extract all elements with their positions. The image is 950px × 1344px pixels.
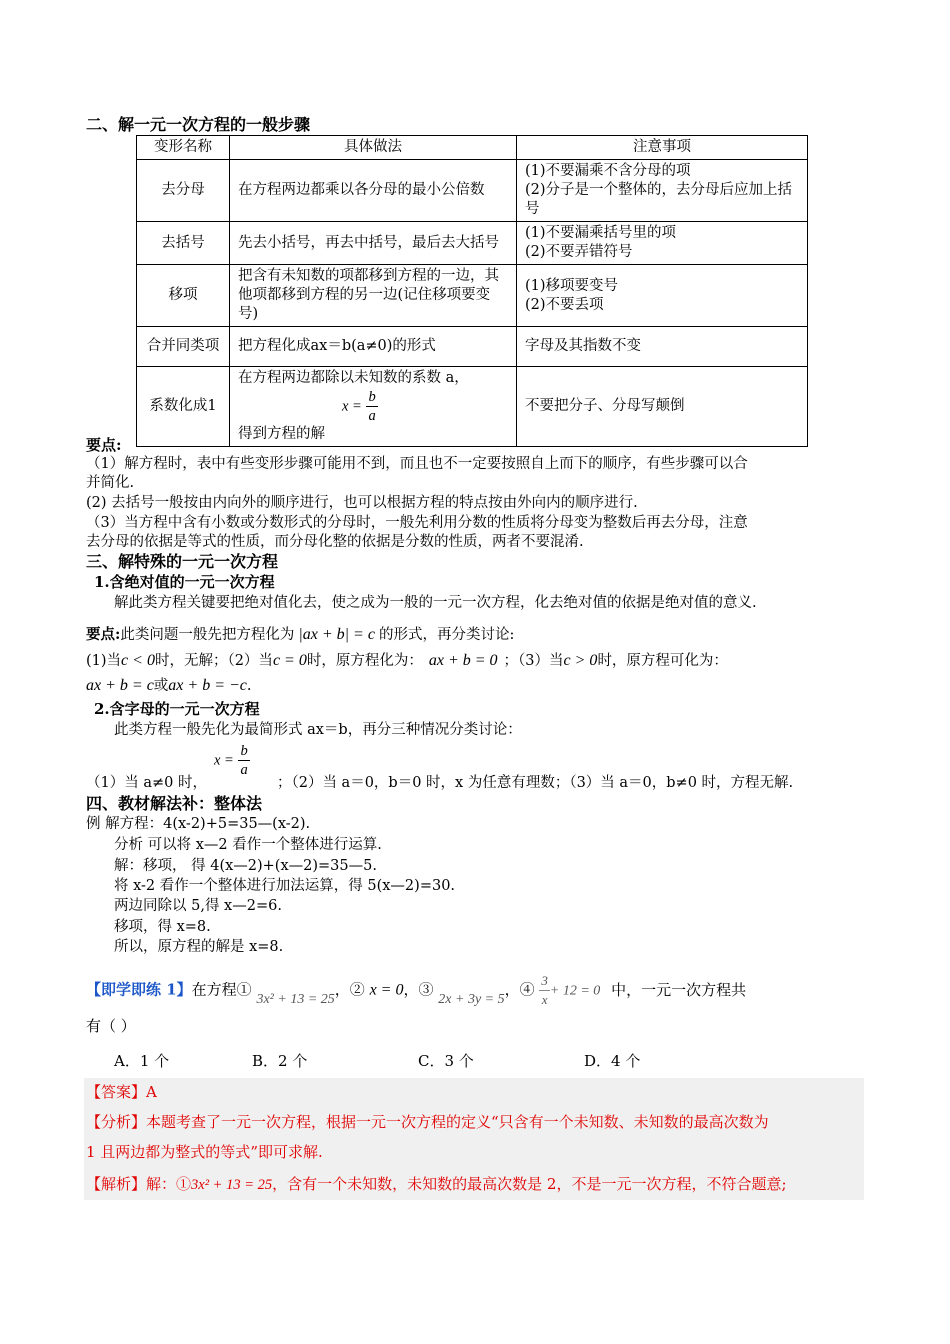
jiexi-line [86, 1175, 787, 1194]
step-name: 合并同类项 [137, 327, 230, 367]
table-header: 具体做法 [230, 136, 517, 160]
keypoint-text: （3）当方程中含有小数或分数形式的分母时，一般先利用分数的性质将分母变为整数后再去分母，注意 [86, 515, 748, 531]
formula: ax + b = c [86, 677, 154, 694]
formula: ax + b = 0 [428, 652, 498, 669]
note-line: (1)不要漏乘不含分母的项 [525, 163, 691, 179]
step-notes [517, 222, 808, 265]
example-line: 将 x-2 看作一个整体进行加法运算，得 5(x—2)=30. [114, 878, 456, 894]
text: 时，无解；（2）当 [154, 653, 273, 669]
formula: x = 0 [369, 981, 404, 999]
text: 时，原方程可化为： [597, 653, 728, 669]
paragraph [86, 774, 793, 792]
section3-title: 三、解特殊的一元一次方程 [86, 552, 279, 571]
table-header: 注意事项 [517, 136, 808, 160]
step-notes [517, 160, 808, 222]
note-line: (2)分子是一个整体的，去分母后应加上括号 [525, 182, 793, 217]
text: 的形式，再分类讨论: [378, 627, 515, 643]
formula: 3x² + 13 = 25 [191, 1177, 273, 1193]
keypoint-text: 去分母的依据是等式的性质，而分母化整的依据是分数的性质，两者不要混淆. [86, 534, 584, 550]
example-line: 两边同除以 5,得 x—2=6. [114, 898, 282, 914]
option-c[interactable]: C．3 个 [418, 1052, 474, 1070]
note-line: (2)不要弄错符号 [525, 244, 633, 260]
example-line: 例 解方程：4(x-2)+5=35—(x-2). [86, 816, 311, 832]
keypoint-text: (2) 去括号一般按由内向外的顺序进行，也可以根据方程的特点按由外向内的顺序进行. [86, 495, 638, 511]
formula: c = 0 [272, 652, 307, 669]
exercise-question-cont: 有（ ） [86, 1017, 136, 1035]
text: 时，原方程化为： [306, 653, 423, 669]
fraction-denominator: a [240, 762, 248, 778]
table-header-row [137, 136, 808, 160]
example-line: 所以，原方程的解是 x=8. [114, 939, 284, 955]
formula: |ax + b| = c [298, 626, 375, 643]
note-line: (1)移项要变号 [525, 277, 619, 294]
text: ，② [334, 980, 365, 999]
option-a[interactable]: A．1 个 [114, 1052, 170, 1070]
method-line: 得到方程的解 [238, 426, 325, 442]
text: 【解析】解：① [86, 1175, 192, 1193]
step-notes [517, 265, 808, 327]
text: (1)当 [86, 653, 122, 669]
note-line: (2)不要丢项 [525, 296, 604, 313]
fraction-numerator: 3 [539, 972, 550, 991]
formula [238, 388, 508, 425]
table-row [137, 222, 808, 265]
keypoints-label: 要点: [86, 436, 122, 454]
text: ；（3）当 [503, 653, 564, 669]
table-row [137, 367, 808, 447]
exercise-tag: 【即学即练 1】 [86, 980, 192, 999]
fraction-denominator: a [368, 408, 376, 424]
text: （1）当 a≠0 时， [86, 775, 207, 791]
analysis-line: 【分析】本题考查了一元一次方程，根据一元一次方程的定义“只含有一个未知数、未知数的最高次数为 [86, 1113, 769, 1131]
keypoint-text: （1）解方程时，表中有些变形步骤可能用不到，而且也不一定要按照自上而下的顺序，有些步骤可以合 [86, 456, 748, 472]
text: ；（2）当 a＝0，b＝0 时，x 为任意有理数；（3）当 a＝0，b≠0 时，方程无解. [276, 775, 794, 791]
formula-lhs: x = [214, 752, 234, 769]
example-line: 移项，得 x=8. [114, 919, 211, 935]
text: 中，一元一次方程共 [611, 980, 747, 999]
keypoint-text: 并简化. [86, 475, 135, 491]
step-method: 在方程两边都乘以各分母的最小公倍数 [230, 160, 517, 222]
subsection-title: 2.含字母的一元一次方程 [94, 700, 260, 718]
formula: + 12 = 0 [549, 983, 601, 999]
step-name: 去括号 [137, 222, 230, 265]
table-row [137, 327, 808, 367]
text: ，④ [504, 980, 535, 999]
formula: ax + b = −c [168, 677, 247, 694]
formula: 2x + 3y = 5 [438, 991, 505, 1007]
section4-title: 四、教材解法补：整体法 [86, 794, 263, 813]
step-method [230, 367, 517, 447]
fraction-denominator: x [541, 992, 548, 1007]
keypoint-line [86, 626, 514, 644]
table-row [137, 160, 808, 222]
formula: 3x² + 13 = 25 [256, 991, 335, 1007]
exercise-question [86, 972, 746, 1009]
fraction [366, 388, 377, 425]
step-name: 移项 [137, 265, 230, 327]
step-method: 把含有未知数的项都移到方程的一边，其他项都移到方程的另一边(记住移项要变号) [230, 265, 517, 327]
text: ，含有一个未知数，未知数的最高次数是 2，不是一元一次方程，不符合题意; [272, 1175, 787, 1193]
option-b[interactable]: B．2 个 [252, 1052, 308, 1070]
step-method: 把方程化成ax＝b(a≠0)的形式 [230, 327, 517, 367]
fraction-numerator: b [368, 389, 376, 405]
step-name: 系数化成1 [137, 367, 230, 447]
steps-table [136, 135, 808, 447]
step-notes: 不要把分子、分母写颠倒 [517, 367, 808, 447]
fraction-numerator: b [240, 743, 248, 759]
analysis-line: 1 且两边都为整式的等式”即可求解. [86, 1143, 323, 1161]
cases-line [86, 652, 728, 670]
text: 此类问题一般先把方程化为 [120, 627, 295, 643]
formula-lhs: x = [342, 398, 362, 415]
table-header: 变形名称 [137, 136, 230, 160]
method-line: 在方程两边都除以未知数的系数 a， [238, 370, 469, 386]
step-method: 先去小括号，再去中括号，最后去大括号 [230, 222, 517, 265]
example-line: 分析 可以将 x—2 看作一个整体进行运算. [114, 837, 382, 853]
formula: c > 0 [563, 652, 598, 669]
cases-line-2: ax + b = c或ax + b = −c. [86, 677, 252, 694]
text: 或 [153, 678, 169, 694]
subsection-title: 1.含绝对值的一元一次方程 [94, 573, 275, 591]
example-line: 解：移项， 得 4(x—2)+(x—2)=35—5. [114, 858, 377, 874]
step-name: 去分母 [137, 160, 230, 222]
section2-title: 二、解一元一次方程的一般步骤 [86, 115, 311, 134]
paragraph: 解此类方程关键要把绝对值化去，使之成为一般的一元一次方程，化去绝对值的依据是绝对值的意义. [114, 595, 757, 611]
keypoints-label: 要点: [86, 626, 121, 643]
note-line: (1)不要漏乘括号里的项 [525, 225, 677, 241]
option-d[interactable]: D．4 个 [584, 1052, 641, 1070]
table-row [137, 265, 808, 327]
formula: c < 0 [121, 652, 155, 669]
text: 在方程① [191, 980, 252, 999]
answer-line: 【答案】A [86, 1083, 157, 1101]
text: ，③ [403, 980, 434, 999]
paragraph: 此类方程一般先化为最简形式 ax＝b，再分三种情况分类讨论： [114, 722, 522, 738]
step-notes: 字母及其指数不变 [517, 327, 808, 367]
fraction [539, 972, 550, 1009]
